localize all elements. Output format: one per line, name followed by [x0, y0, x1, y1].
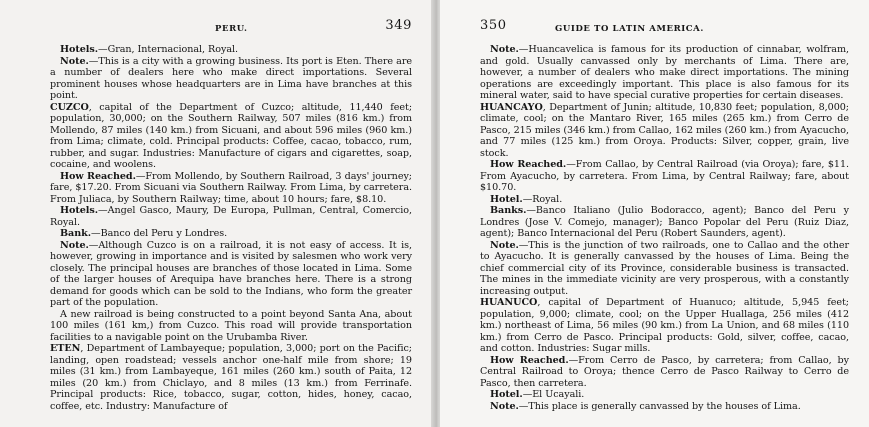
paragraph-lead: Hotels. [60, 205, 99, 216]
paragraph-body: —Huancavelica is famous for its production of cinnabar, wolfram, and gold. Usually canvassed only by merchants of Lima. There are, however, a number of dealers who make direct importations. The mining operations are exceedingly important. This place is also famous for its mineral water, said to have special curative properties for certain diseases. [480, 44, 849, 101]
paragraph-body: A new railroad is being constructed to a point beyond Santa Ana, about 100 miles (161 km,) from Cuzco. This road will provide transportation facilities to a navigable point on the Urubamba River. [50, 308, 412, 343]
paragraph-body: —This is the junction of two railroads, one to Callao and the other to Ayacucho. It is generally canvassed by the houses of Lima. Being the chief commercial city of its Province, considerable business is transacted. The mines in the immediate vicinity are very prosperous, with a constantly increasing output. [480, 239, 849, 297]
paragraph [50, 205, 412, 228]
paragraph-lead: How Reached. [60, 170, 136, 182]
paragraph-lead: CUZCO [50, 101, 89, 113]
paragraph-body: , capital of the Department of Cuzco; altitude, 11,440 feet; population, 30,000; on the Southern Railway, 507 miles (816 km.) from Mollendo, 87 miles (140 km.) from Sicuani, and about 596 miles (960 km.) from Lima; climate, cold. Principal products: Coffee, cacao, tobacco, rum, rubber, and sugar. Industries: Manufacture of cigars and cigarettes, soap, cocaine, and woolens. [50, 101, 412, 170]
running-head [50, 18, 412, 38]
paragraph [480, 297, 849, 355]
paragraph-lead: Bank. [60, 228, 92, 239]
paragraph-body: —Although Cuzco is on a railroad, it is not easy of access. It is, however, growing in importance and is visited by salesmen who work very closely. The principal houses are branches of those located in Lima. Some of the larger houses of Arequipa have branches here. There is a strong demand for goods which can be sold to the Indians, who form the greater part of the population. [50, 239, 412, 308]
paragraph-body: —This is a city with a growing business. Its port is Eten. There are a number of dealers here who make direct importations. Several prominent houses whose headquarters are in Lima have branches at this point. [50, 55, 412, 101]
paragraph-lead: Note. [60, 55, 89, 67]
paragraph [480, 389, 849, 401]
paragraph-body: —From Cerro de Pasco, by carretera; from Callao, by Central Railroad to Oroya; thence Cerro de Pasco Railway to Cerro de Pasco, then carretera. [480, 354, 849, 389]
page-text [50, 44, 412, 412]
paragraph [50, 240, 412, 309]
paragraph-body: —Gran, Internacional, Royal. [98, 44, 239, 55]
paragraph [50, 228, 412, 240]
paragraph-lead: Note. [490, 44, 519, 55]
paragraph [480, 102, 849, 160]
paragraph-body: —El Ucayali. [522, 389, 585, 400]
paragraph-body: , Department of Junin; altitude, 10,830 feet; population, 8,000; climate, cool; on the Mantaro River, 165 miles (265 km.) from Cerro de Pasco, 215 miles (346 km.) from Callao, 162 miles (260 km.) from Ayacucho, and 77 miles (125 km.) from Oroya. Products: Silver, copper, grain, live stock. [480, 101, 849, 159]
paragraph [50, 102, 412, 171]
paragraph [50, 44, 412, 56]
paragraph [480, 205, 849, 240]
paragraph [480, 44, 849, 102]
running-head [480, 18, 849, 38]
paragraph-lead: HUANCAYO [480, 101, 543, 113]
paragraph-lead: How Reached. [490, 354, 569, 366]
paragraph [480, 355, 849, 390]
right-page [440, 0, 869, 427]
running-title: GUIDE TO LATIN AMERICA. [555, 24, 704, 34]
paragraph-body: —Angel Gasco, Maury, De Europa, Pullman, Central, Comercio, Royal. [50, 205, 412, 228]
paragraph-body: —Banco del Peru y Londres. [91, 228, 228, 239]
running-title: PERU. [215, 24, 248, 34]
paragraph-lead: Banks. [490, 205, 527, 216]
paragraph [50, 171, 412, 206]
left-page [0, 0, 434, 427]
paragraph-body: , Department of Lambayeque; population, 3,000; port on the Pacific; landing, open roadstead; vessels anchor one-half mile from shore; 19 miles (31 km.) from Lambayeque, 161 miles (260 km.) south of Paita, 12 miles (20 km.) from Chiclayo, and 8 miles (13 km.) from Ferrinafe. Principal products: Rice, tobacco, sugar, cotton, hides, honey, cacao, coffee, etc. Industry: Manufacture of [50, 343, 412, 412]
paragraph-body: —Banco Italiano (Julio Bodoracco, agent); Banco del Peru y Londres (Jose V. Comejo, manager); Banco Popolar del Peru (Ruiz Diaz, agent); Banco Internacional del Peru (Robert Saunders, agent). [480, 205, 849, 239]
paragraph [480, 240, 849, 298]
paragraph-body: , capital of Department of Huanuco; altitude, 5,945 feet; population, 9,000; climate, cool; on the Upper Huallaga, 256 miles (412 km.) northeast of Lima, 56 miles (90 km.) from La Union, and 68 miles (110 km.) from Cerro de Pasco. Principal products: Gold, silver, coffee, cacao, and cotton. Industries: Sugar mills. [480, 297, 849, 354]
paragraph-body: —From Mollendo, by Southern Railroad, 3 days' journey; fare, $17.20. From Sicuani via Southern Railway. From Lima, by carretera. From Juliaca, by Southern Railway; time, about 10 hours; fare, $8.10. [50, 170, 412, 205]
paragraph-lead: ETEN [50, 343, 81, 354]
paragraph-lead: Note. [490, 239, 519, 251]
paragraph-lead: Hotels. [60, 44, 99, 55]
paragraph-lead: HUANUCO [480, 297, 538, 308]
paragraph-lead: How Reached. [490, 159, 567, 170]
page-number: 349 [385, 18, 412, 33]
paragraph-lead: Hotel. [490, 193, 523, 205]
paragraph-lead: Note. [490, 400, 519, 412]
paragraph [480, 401, 849, 413]
paragraph [50, 309, 412, 344]
page-number: 350 [480, 18, 507, 33]
paragraph-lead: Hotel. [490, 389, 523, 400]
paragraph [50, 56, 412, 102]
paragraph-body: —From Callao, by Central Railroad (via Oroya); fare, $11. From Ayacucho, by carretera. From Lima, by Central Railway; fare, about $10.70. [480, 159, 849, 193]
paragraph-lead: Note. [60, 239, 89, 251]
paragraph-body: —Royal. [522, 193, 563, 205]
paragraph [480, 159, 849, 194]
paragraph [480, 194, 849, 206]
paragraph-body: —This place is generally canvassed by the houses of Lima. [518, 400, 801, 412]
page-text [480, 44, 849, 412]
paragraph [50, 343, 412, 412]
